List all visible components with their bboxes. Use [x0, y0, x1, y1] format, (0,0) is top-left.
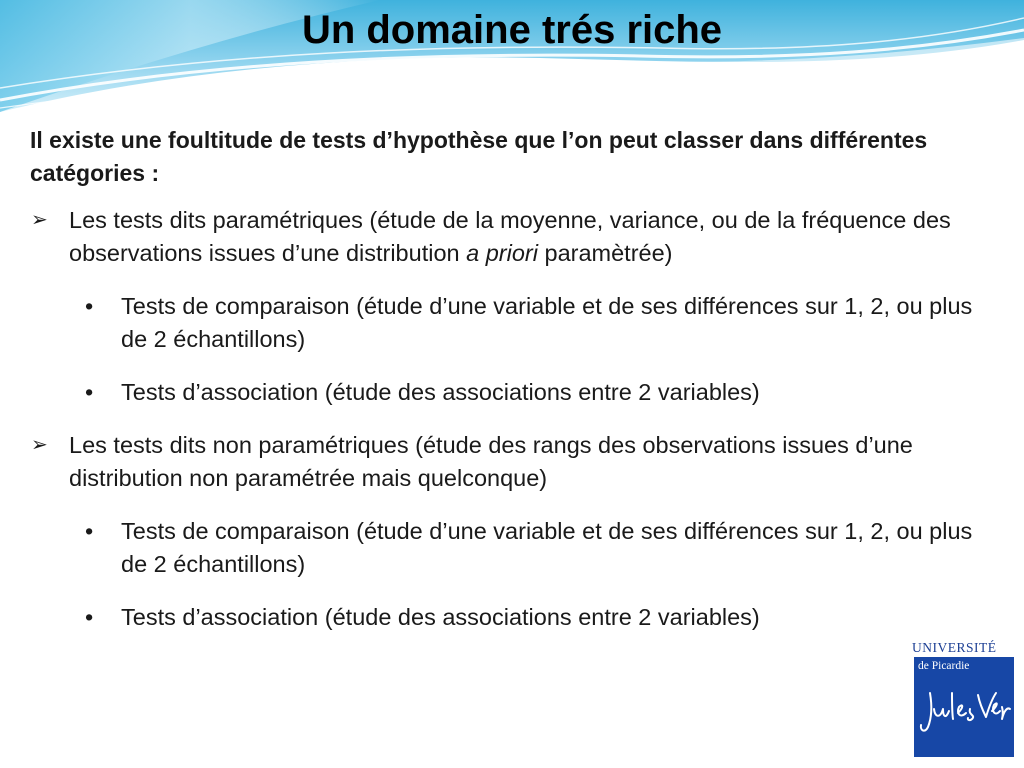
parametric-emphasis: a priori	[466, 240, 538, 266]
bullet-icon: •	[85, 379, 94, 405]
university-logo	[912, 640, 1016, 760]
nonparametric-sub-item-association	[30, 601, 994, 634]
parametric-tests-item	[30, 204, 994, 270]
parametric-text-before: Les tests dits paramétriques (étude de la moyenne, variance, ou de la fréquence des observations issues d’une distribution	[69, 207, 951, 266]
slide-content	[30, 124, 994, 654]
sub-item-text: Tests d’association (étude des associations entre 2 variables)	[121, 604, 760, 630]
parametric-text-after: paramètrée)	[537, 240, 673, 266]
logo-subtitle: de Picardie	[918, 660, 970, 672]
logo-box	[914, 657, 1014, 757]
sub-item-text: Tests de comparaison (étude d’une variable et de ses différences sur 1, 2, ou plus de 2 échantillons)	[121, 518, 973, 577]
sub-item-text: Tests d’association (étude des associations entre 2 variables)	[121, 379, 760, 405]
bullet-icon: •	[85, 518, 94, 544]
logo-university-text: UNIVERSITÉ	[912, 640, 997, 655]
sub-item-text: Tests de comparaison (étude d’une variable et de ses différences sur 1, 2, ou plus de 2 échantillons)	[121, 293, 973, 352]
parametric-sub-item-comparison	[30, 290, 994, 356]
slide-title: Un domaine trés riche	[301, 8, 723, 52]
bullet-icon: •	[85, 293, 94, 319]
bullet-icon: •	[85, 604, 94, 630]
nonparametric-tests-item	[30, 429, 994, 495]
parametric-sub-item-association	[30, 376, 994, 409]
arrow-bullet-icon: ➢	[31, 209, 48, 231]
nonparametric-text: Les tests dits non paramétriques (étude des rangs des observations issues d’une distribution non paramétrée mais quelconque)	[69, 432, 913, 491]
intro-text: Il existe une foultitude de tests d’hypothèse que l’on peut classer dans différentes catégories :	[30, 127, 928, 186]
arrow-bullet-icon: ➢	[31, 434, 48, 456]
signature-icon	[916, 687, 1012, 737]
nonparametric-sub-item-comparison	[30, 515, 994, 581]
